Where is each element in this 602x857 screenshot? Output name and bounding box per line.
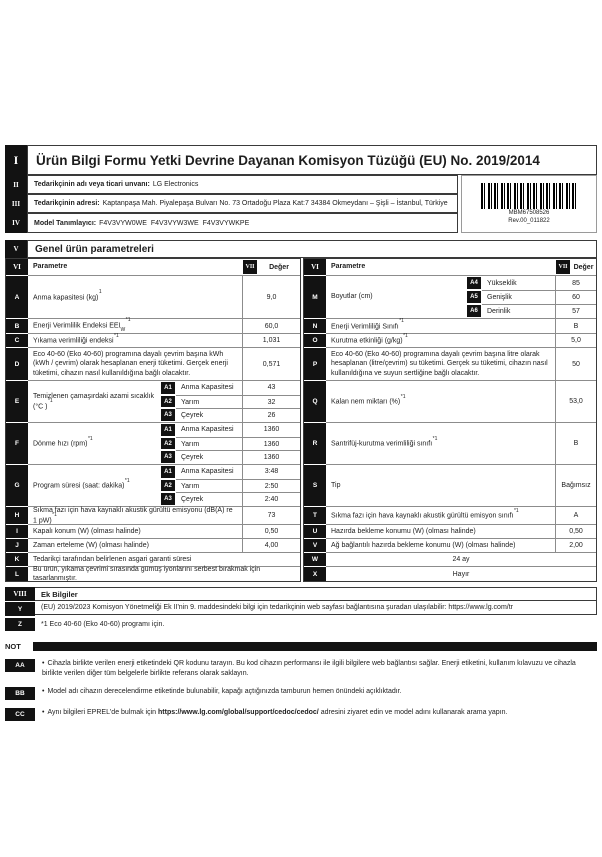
row-k-param: Tedarikçi tarafından belirlenen asgari garanti süresi bbox=[28, 552, 300, 566]
row-b-value: 60,0 bbox=[242, 318, 300, 333]
row-g-sub1: A1 Anma Kapasitesi 3:48 bbox=[160, 465, 300, 479]
vii-badge: VII bbox=[555, 259, 571, 275]
row-b bbox=[6, 318, 300, 333]
row-f-sub3: A3 Çeyrek 1360 bbox=[160, 450, 300, 464]
row-a bbox=[6, 275, 300, 318]
row-r-param: Santrifüj-kurutma verimliliği sınıfı$^{*1}$ bbox=[326, 422, 555, 464]
supplier-name-value: LG Electronics bbox=[152, 181, 199, 188]
row-u bbox=[304, 524, 596, 538]
deger-header: Değer bbox=[573, 263, 594, 271]
supplier-rows bbox=[5, 175, 458, 233]
row-h-param: Sıkma fazı için hava kaynaklı akustik gürültü emisyonu (dB(A) re 1 pW)$^{*1}$ bbox=[28, 506, 242, 524]
row-z-text: *1 Eco 40-60 (Eko 40-60) programı için. bbox=[41, 621, 165, 628]
footnote-marker: *1 bbox=[399, 318, 404, 325]
footnote-marker: *1 bbox=[114, 332, 119, 339]
row-v-badge: V bbox=[304, 538, 326, 552]
supplier-address-row bbox=[5, 194, 458, 213]
title-text: Ürün Bilgi Formu Yetki Devrine Dayanan Komisyon Tüzüğü (EU) No. 2019/2014 bbox=[36, 152, 540, 168]
supplier-address-cell bbox=[27, 194, 458, 213]
ek-row-y bbox=[5, 601, 597, 615]
supplier-block bbox=[5, 175, 597, 233]
supplier-name-cell bbox=[27, 175, 458, 194]
row-bb-text: • Model adı cihazın derecelendirme etiketinde bulunabilir, kapağı açtığınızda tamburun hemen önündeki açıklıktadır. bbox=[42, 688, 402, 696]
row-c bbox=[6, 333, 300, 347]
note-row-aa bbox=[5, 659, 597, 679]
row-q-badge: Q bbox=[304, 380, 326, 422]
supplier-name-label: Tedarikçinin adı veya ticari unvanı: bbox=[34, 181, 150, 188]
ek-title: Ek Bilgiler bbox=[35, 587, 597, 601]
row-o-badge: O bbox=[304, 333, 326, 347]
ek-header-row bbox=[5, 587, 597, 601]
row-h-badge: H bbox=[6, 506, 28, 524]
row-f-badge: F bbox=[6, 422, 28, 464]
row-x-badge: X bbox=[304, 566, 326, 581]
row-m-sub2: A5 Genişlik 60 bbox=[466, 290, 596, 304]
row-l bbox=[6, 566, 300, 581]
row-h bbox=[6, 506, 300, 524]
row-m-subtable bbox=[466, 275, 596, 318]
footnote-marker: *1 bbox=[400, 393, 406, 400]
row-u-param: Hazırda bekleme konumu (W) (olması halinde) bbox=[326, 524, 555, 538]
row-n bbox=[304, 318, 596, 333]
row-n-value: B bbox=[555, 318, 596, 333]
row-k-badge: K bbox=[6, 552, 28, 566]
bullet: • bbox=[42, 688, 45, 696]
parameters-table-left bbox=[5, 258, 301, 582]
section-iii-badge: III bbox=[5, 194, 27, 213]
row-f-subtable bbox=[160, 422, 300, 464]
eprel-url: https://www.lg.com/global/support/cedoc/cedoc/ bbox=[158, 709, 319, 717]
supplier-address-label: Tedarikçinin adresi: bbox=[34, 200, 100, 207]
row-bb-badge: BB bbox=[5, 687, 35, 700]
parametre-header: Parametre bbox=[331, 263, 366, 271]
row-v-param: Ağ bağlantılı hazırda bekleme konumu (W) (olması halinde) bbox=[326, 538, 555, 552]
row-q bbox=[304, 380, 596, 422]
supplier-address-value: Kaptanpaşa Mah. Piyalepaşa Bulvarı No. 73 Ortadoğu Plaza Kat:7 34384 Okmeydanı – Şişli – İstanbul, Türkiye bbox=[102, 200, 448, 207]
model-identifier-row bbox=[5, 213, 458, 233]
row-b-badge: B bbox=[6, 318, 28, 333]
vi-badge: VI bbox=[304, 259, 326, 275]
parameters-table-right bbox=[303, 258, 597, 582]
row-e-sub1: A1 Anma Kapasitesi 43 bbox=[160, 381, 300, 395]
row-f-sub2: A2 Yarım 1360 bbox=[160, 437, 300, 451]
parameters-table bbox=[5, 258, 597, 582]
row-v-value: 2,00 bbox=[555, 538, 596, 552]
footnote-marker: *1 bbox=[432, 435, 438, 442]
row-j-param: Zaman erteleme (W) (olması halinde) bbox=[28, 538, 242, 552]
document-content bbox=[5, 145, 597, 721]
row-i-value: 0,50 bbox=[242, 524, 300, 538]
row-w-badge: W bbox=[304, 552, 326, 566]
model-identifier-cell bbox=[27, 213, 458, 233]
row-e-subtable bbox=[160, 380, 300, 422]
row-u-value: 0,50 bbox=[555, 524, 596, 538]
row-n-badge: N bbox=[304, 318, 326, 333]
not-header bbox=[5, 641, 597, 651]
row-s-param: Tip bbox=[326, 464, 555, 506]
row-i bbox=[6, 524, 300, 538]
row-a-param: Anma kapasitesi (kg)$^1$ bbox=[28, 275, 242, 318]
row-k bbox=[6, 552, 300, 566]
row-cc-text: • Aynı bilgileri EPREL'de bulmak için https://www.lg.com/global/support/cedoc/cedoc/ adresini ziyaret edin ve model adını kullanarak arama yapın. bbox=[42, 709, 508, 717]
row-v bbox=[304, 538, 596, 552]
row-g-badge: G bbox=[6, 464, 28, 506]
barcode-revision: Rev.00_011822 bbox=[508, 218, 550, 224]
row-p-value: 50 bbox=[555, 347, 596, 380]
row-h-value: 73 bbox=[242, 506, 300, 524]
bullet: • bbox=[42, 709, 45, 717]
row-x-value: Hayır bbox=[326, 566, 596, 581]
row-a-value: 9,0 bbox=[242, 275, 300, 318]
row-t bbox=[304, 506, 596, 524]
row-f-sub1: A1 Anma Kapasitesi 1360 bbox=[160, 423, 300, 437]
row-x bbox=[304, 566, 596, 581]
row-m-sub3: A6 Derinlik 57 bbox=[466, 304, 596, 318]
row-q-param: Kalan nem miktarı (%)$^{*1}$ bbox=[326, 380, 555, 422]
row-o-param: Kurutma etkinliği (g/kg)$^{*1}$ bbox=[326, 333, 555, 347]
row-g-subtable bbox=[160, 464, 300, 506]
not-header-bar bbox=[33, 642, 597, 651]
row-l-param: Bu ürün, yıkama çevrimi sırasında gümüş iyonlarını serbest bırakmak için tasarlanmıştır. bbox=[28, 566, 300, 581]
row-f bbox=[6, 422, 300, 464]
parametre-header: Parametre bbox=[33, 263, 68, 271]
row-p bbox=[304, 347, 596, 380]
row-m-sub1: A4 Yükseklik 85 bbox=[466, 276, 596, 290]
row-aa-badge: AA bbox=[5, 659, 35, 672]
row-d-badge: D bbox=[6, 347, 28, 380]
row-o bbox=[304, 333, 596, 347]
barcode-box bbox=[461, 175, 597, 233]
row-e-sub3: A3 Çeyrek 26 bbox=[160, 408, 300, 422]
barcode-number: MBM67508526 bbox=[508, 209, 550, 216]
row-y-text: (EU) 2019/2023 Komisyon Yönetmeliği Ek II'nin 9. maddesindeki bilgi için tedarikçinin web sayfası bağlantısına şuradan ulaşılabilir: https://www.lg.com/tr bbox=[35, 601, 597, 615]
row-c-value: 1,031 bbox=[242, 333, 300, 347]
row-t-badge: T bbox=[304, 506, 326, 524]
row-p-badge: P bbox=[304, 347, 326, 380]
row-g bbox=[6, 464, 300, 506]
row-o-value: 5,0 bbox=[555, 333, 596, 347]
note-row-bb bbox=[5, 687, 597, 700]
subscript-w: W bbox=[120, 327, 126, 334]
row-g-param: Program süresi (saat: dakika)$^{*1}$ bbox=[28, 464, 160, 506]
row-aa-text: • Cihazla birlikte verilen enerji etiketindeki QR kodunu tarayın. Bu kod cihazın performansı ile ilgili bilgilere web bağlantısı sağlar. Enerji etiketini, kullanım kılavuzu ve cihazla birlikte verilen diğer tüm belgelerle birlikte referans olarak saklayın. bbox=[42, 660, 576, 678]
row-u-badge: U bbox=[304, 524, 326, 538]
row-j-badge: J bbox=[6, 538, 28, 552]
row-e bbox=[6, 380, 300, 422]
not-label: NOT bbox=[5, 641, 21, 651]
row-e-badge: E bbox=[6, 380, 28, 422]
row-g-sub3: A3 Çeyrek 2:40 bbox=[160, 492, 300, 506]
row-s-badge: S bbox=[304, 464, 326, 506]
barcode-image bbox=[481, 183, 577, 209]
row-f-param: Dönme hızı (rpm)$^{*1}$ bbox=[28, 422, 160, 464]
note-row-cc bbox=[5, 708, 597, 721]
deger-header: Değer bbox=[269, 263, 289, 271]
row-e-sub2: A2 Yarım 32 bbox=[160, 395, 300, 409]
row-n-param: Enerji Verimliliği Sınıfı$^{*1}$ bbox=[326, 318, 555, 333]
title-row bbox=[5, 145, 597, 175]
row-c-badge: C bbox=[6, 333, 28, 347]
table-header-right bbox=[304, 259, 596, 275]
model-identifier-label: Model Tanımlayıcı: bbox=[34, 219, 97, 227]
row-l-badge: L bbox=[6, 566, 28, 581]
row-r bbox=[304, 422, 596, 464]
row-p-param: Eco 40-60 (Eko 40-60) programına dayalı çevrim başına litre olarak hesaplanan (litre/çevrim) su tüketimi. Gerçek su tüketimi, cihazın nasıl kullanıldığına ve suyun sertliğine bağlı olacaktır. bbox=[326, 347, 555, 380]
general-parameters-title-text: Genel ürün parametreleri bbox=[35, 243, 154, 255]
row-c-param: Yıkama verimliliği endeksi$^{*1}$ bbox=[28, 333, 242, 347]
row-b-param: Enerji Verimlilik Endeksi $EEI_W^{*1}$ bbox=[28, 318, 242, 333]
row-y-badge: Y bbox=[5, 601, 35, 616]
notes-section bbox=[5, 641, 597, 721]
row-r-value: B bbox=[555, 422, 596, 464]
row-d-param: Eco 40-60 (Eko 40-60) programına dayalı çevrim başına kWh (kWh / çevrim) olarak hesaplanan enerji tüketimi. Gerçek enerji tüketimi, cihazın nasıl kullanıldığına bağlı olacaktır. bbox=[28, 347, 242, 380]
section-ii-badge: II bbox=[5, 175, 27, 194]
footnote-marker: 1 bbox=[98, 289, 102, 296]
footnote-marker: *1 bbox=[125, 317, 131, 324]
footnote-marker: *1 bbox=[513, 507, 519, 514]
section-iv-badge: IV bbox=[5, 213, 27, 233]
row-d-value: 0,571 bbox=[242, 347, 300, 380]
ek-row-z bbox=[5, 618, 597, 631]
row-i-badge: I bbox=[6, 524, 28, 538]
supplier-name-row bbox=[5, 175, 458, 194]
general-parameters-title bbox=[27, 240, 597, 258]
section-viii-badge: VIII bbox=[5, 587, 35, 601]
row-j-value: 4,00 bbox=[242, 538, 300, 552]
row-s-value: Bağımsız bbox=[555, 464, 596, 506]
row-m-badge: M bbox=[304, 275, 326, 318]
footnote-marker: *1 bbox=[124, 477, 130, 484]
section-i-badge: I bbox=[5, 145, 27, 175]
row-q-value: 53,0 bbox=[555, 380, 596, 422]
row-m-param: Boyutlar (cm) bbox=[326, 275, 466, 318]
row-w bbox=[304, 552, 596, 566]
footnote-marker: *1 bbox=[87, 435, 93, 442]
footnote-marker: *1 bbox=[403, 332, 408, 339]
footnote-marker: *1 bbox=[52, 512, 57, 519]
section-v-badge: V bbox=[5, 240, 27, 258]
table-header-left bbox=[6, 259, 300, 275]
row-m bbox=[304, 275, 596, 318]
row-s bbox=[304, 464, 596, 506]
row-g-sub2: A2 Yarım 2:50 bbox=[160, 479, 300, 493]
row-e-param: Temizlenen çamaşırdaki azami sıcaklık (°C )$^{*1}$ bbox=[28, 380, 160, 422]
row-z-badge: Z bbox=[5, 618, 35, 631]
footnote-marker: *1 bbox=[47, 398, 53, 405]
row-j bbox=[6, 538, 300, 552]
row-t-param: Sıkma fazı için hava kaynaklı akustik gürültü emisyon sınıfı$^{*1}$ bbox=[326, 506, 555, 524]
row-i-param: Kapalı konum (W) (olması halinde) bbox=[28, 524, 242, 538]
bullet: • bbox=[42, 660, 45, 667]
row-d bbox=[6, 347, 300, 380]
vii-badge: VII bbox=[242, 259, 258, 275]
general-parameters-header bbox=[5, 240, 597, 258]
row-t-value: A bbox=[555, 506, 596, 524]
document-title bbox=[27, 145, 597, 175]
row-a-badge: A bbox=[6, 275, 28, 318]
row-r-badge: R bbox=[304, 422, 326, 464]
vi-badge: VI bbox=[6, 259, 28, 275]
additional-info-section bbox=[5, 587, 597, 631]
row-cc-badge: CC bbox=[5, 708, 35, 721]
model-identifier-value: F4V3VYW0WE F4V3VYW3WE F4V3VYWKPE bbox=[99, 219, 250, 227]
row-w-value: 24 ay bbox=[326, 552, 596, 566]
